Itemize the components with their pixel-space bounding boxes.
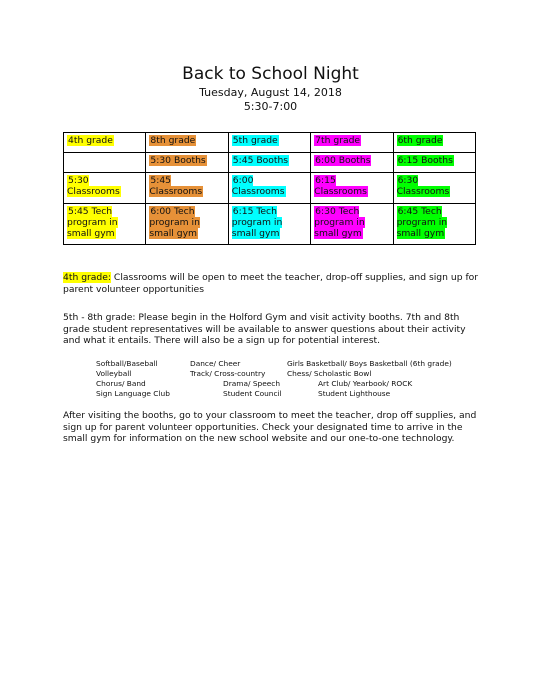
activity-item: Chorus/ Band [96, 379, 146, 388]
activity-item: Art Club/ Yearbook/ ROCK [318, 379, 413, 388]
classrooms-row [64, 173, 476, 204]
booths-cell [393, 153, 475, 173]
event-time: 5:30-7:00 [243, 100, 298, 113]
activity-item: Student Lighthouse [318, 389, 391, 398]
grade-cell [64, 133, 146, 153]
classrooms-cell [311, 173, 393, 204]
upper-grades-paragraph: 5th - 8th grade: Please begin in the Holford Gym and visit activity booths. 7th and 8th grade student representatives will be available to answer questions about their activity and what it entails. There will also be a sign up for potential interest. [63, 312, 466, 346]
grade-4-label: 4th grade [68, 135, 113, 146]
booths-6-label: 6:15 Booths [397, 155, 453, 166]
activity-item: Drama/ Speech [223, 379, 281, 388]
tech-cell [311, 204, 393, 245]
activity-item: Dance/ Cheer [190, 359, 241, 368]
activity-item: Student Council [223, 389, 282, 398]
grade-row [64, 133, 476, 153]
classrooms-7-label: 6:15 Classrooms [314, 175, 367, 197]
after-booths-paragraph: After visiting the booths, go to your classroom to meet the teacher, drop off supplies, and sign up for parent volunteer opportunities. Check your designated time to arrive in the small gym for information on the new school website and our one-to-one technology. [63, 410, 477, 444]
fourth-grade-paragraph [63, 272, 483, 295]
grade-5-label: 5th grade [232, 135, 278, 146]
grade-8-label: 8th grade [150, 135, 196, 146]
classrooms-4-label: 5:30 Classrooms [67, 175, 120, 197]
classrooms-8-label: 5:45 Classrooms [149, 175, 203, 197]
tech-cell [393, 204, 475, 245]
activity-item: Volleyball [96, 369, 132, 378]
activity-item: Sign Language Club [96, 389, 170, 398]
booths-cell [228, 153, 310, 173]
activity-item: Track/ Cross-country [190, 369, 266, 378]
activity-item: Girls Basketball/ Boys Basketball (6th grade) [287, 359, 452, 368]
tech-8-label: 6:00 Tech program in small gym [149, 206, 200, 239]
activity-item: Softball/Baseball [96, 359, 158, 368]
classrooms-5-label: 6:00 Classrooms [231, 175, 285, 197]
grade-cell [146, 133, 228, 153]
booths-row [64, 153, 476, 173]
fourth-grade-label: 4th grade: [63, 272, 112, 283]
activity-item: Chess/ Scholastic Bowl [287, 369, 372, 378]
booths-cell-empty [64, 153, 146, 173]
tech-7-label: 6:30 Tech program in small gym [314, 206, 365, 239]
grade-cell [393, 133, 475, 153]
booths-cell [146, 153, 228, 173]
tech-cell [228, 204, 310, 245]
booths-7-label: 6:00 Booths [315, 155, 371, 166]
tech-cell [64, 204, 146, 245]
tech-5-label: 6:15 Tech program in small gym [231, 206, 283, 239]
tech-row [64, 204, 476, 245]
fourth-grade-text: Classrooms will be open to meet the teacher, drop-off supplies, and sign up for parent volunteer opportunities [63, 272, 479, 295]
booths-cell [311, 153, 393, 173]
grade-cell [228, 133, 310, 153]
booths-5-label: 5:45 Booths [232, 155, 289, 166]
schedule-table [63, 132, 476, 245]
tech-cell [146, 204, 228, 245]
classrooms-cell [393, 173, 475, 204]
tech-4-label: 5:45 Tech program in small gym [67, 206, 118, 239]
classrooms-cell [146, 173, 228, 204]
booths-8-label: 5:30 Booths [150, 155, 206, 166]
event-date: Tuesday, August 14, 2018 [199, 86, 342, 99]
classrooms-cell [228, 173, 310, 204]
classrooms-cell [64, 173, 146, 204]
grade-7-label: 7th grade [315, 135, 361, 146]
tech-6-label: 6:45 Tech program in small gym [396, 206, 448, 239]
page-title: Back to School Night [182, 64, 359, 84]
grade-cell [311, 133, 393, 153]
classrooms-6-label: 6:30 Classrooms [396, 175, 450, 197]
grade-6-label: 6th grade [397, 135, 443, 146]
